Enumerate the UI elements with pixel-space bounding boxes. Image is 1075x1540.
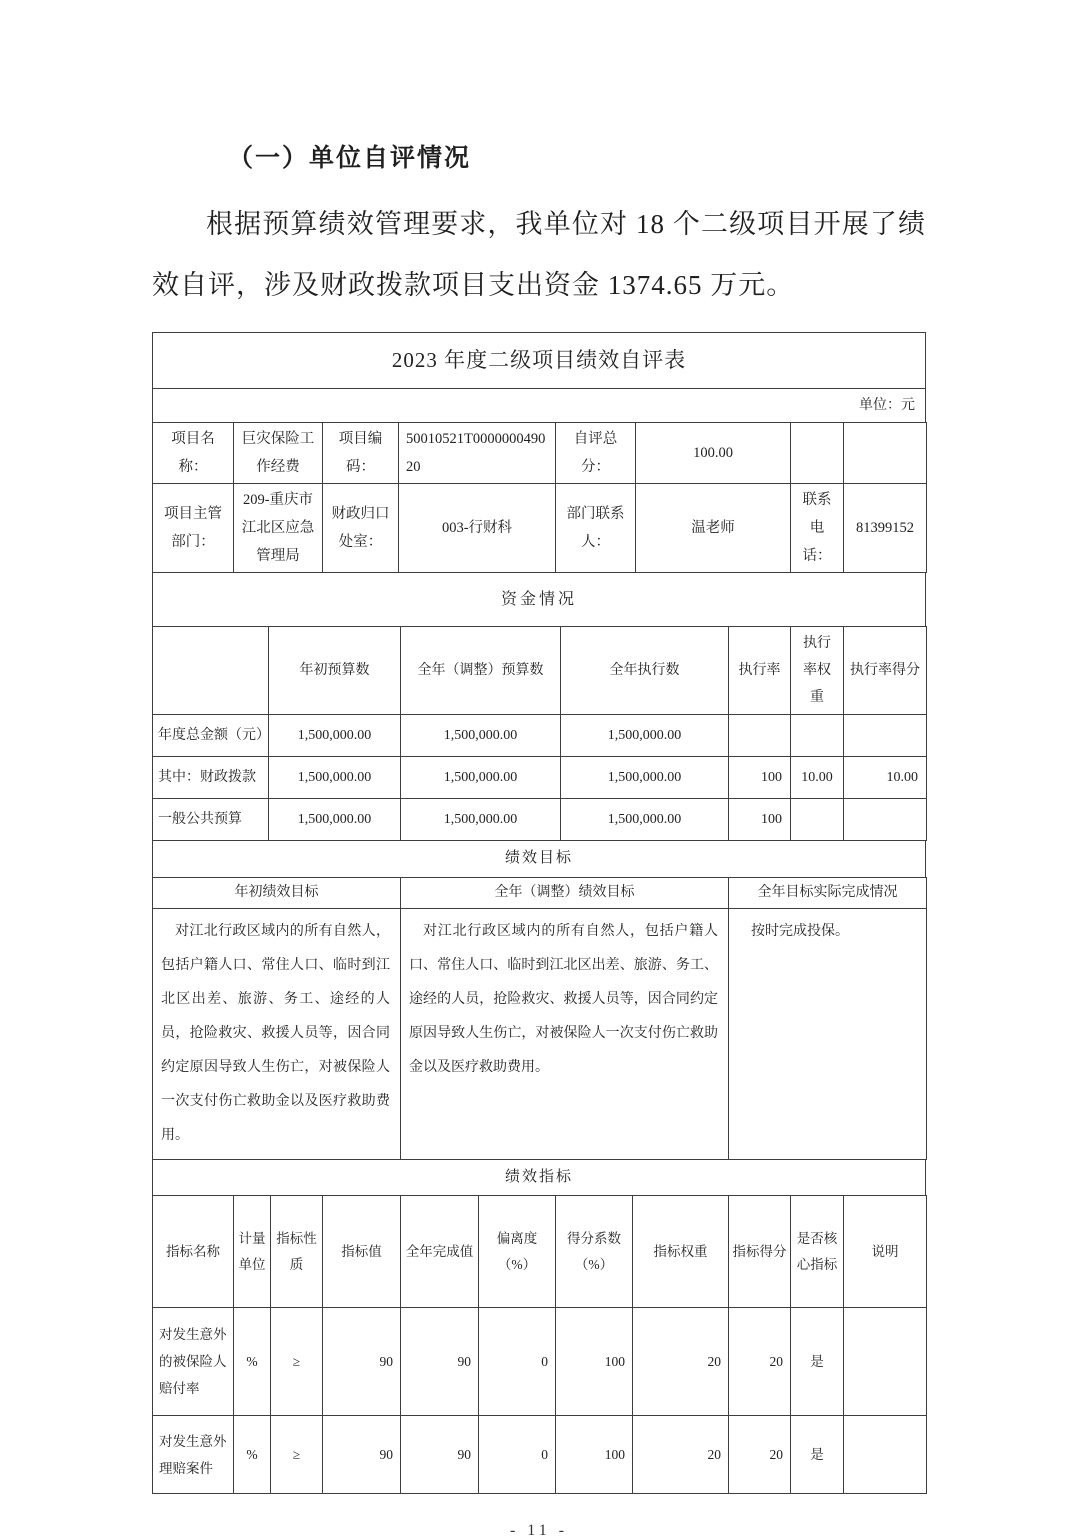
ind-header-completed: 全年完成值 [401, 1196, 479, 1308]
unit-note-row [152, 388, 926, 423]
indicators-header-row [153, 1196, 927, 1308]
ind-header-unit: 计量单位 [234, 1196, 271, 1308]
indicator-deviation: 0 [479, 1416, 556, 1494]
funds-header-executed: 全年执行数 [561, 627, 729, 715]
intro-paragraph: 根据预算绩效管理要求，我单位对 18 个二级项目开展了绩效自评，涉及财政拨款项目支出资金 1374.65 万元。 [152, 209, 926, 300]
funds-header-rate: 执行率 [729, 627, 791, 715]
indicator-completed: 90 [401, 1308, 479, 1416]
execution-rate: 100 [729, 799, 791, 841]
goals-content-row [153, 908, 927, 1159]
actual-completion-text: 按时完成投保。 [729, 908, 927, 1159]
rate-weight [791, 799, 844, 841]
ind-header-name: 指标名称 [153, 1196, 234, 1308]
indicator-row [153, 1416, 927, 1494]
funds-section-title: 资金情况 [153, 573, 926, 627]
ind-header-core: 是否核心指标 [791, 1196, 844, 1308]
funds-section-banner [152, 572, 926, 627]
goals-header-adjusted: 全年（调整）绩效目标 [401, 877, 729, 908]
self-score-value: 100.00 [636, 423, 791, 484]
indicator-coefficient: 100 [556, 1308, 633, 1416]
office-label: 财政归口处室： [323, 484, 399, 573]
funds-header-rate-score: 执行率得分 [844, 627, 927, 715]
adjusted-goal-text: 对江北行政区域内的所有自然人，包括户籍人口、常住人口、临时到江北区出差、旅游、务工、途经的人员，抢险救灾、救援人员等，因合同约定原因导致人生伤亡，对被保险人一次支付伤亡救助金以及医疗救助费用。 [401, 908, 729, 1159]
row-label: 一般公共预算 [153, 799, 269, 841]
indicator-name: 对发生意外的被保险人赔付率 [153, 1308, 234, 1416]
self-score-label: 自评总分： [556, 423, 636, 484]
indicator-core: 是 [791, 1416, 844, 1494]
rate-score [844, 715, 927, 757]
rate-weight [791, 715, 844, 757]
ind-header-weight: 指标权重 [633, 1196, 729, 1308]
dept-label: 项目主管部门： [153, 484, 234, 573]
indicators-section-title: 绩效指标 [153, 1159, 926, 1196]
indicator-name: 对发生意外理赔案件 [153, 1416, 234, 1494]
table-row [153, 573, 926, 627]
rate-weight: 10.00 [791, 757, 844, 799]
row-label: 其中：财政拨款 [153, 757, 269, 799]
contact-value: 温老师 [636, 484, 791, 573]
ind-header-score: 指标得分 [729, 1196, 791, 1308]
indicator-deviation: 0 [479, 1308, 556, 1416]
initial-budget: 1,500,000.00 [269, 757, 401, 799]
funds-header-initial: 年初预算数 [269, 627, 401, 715]
indicators-section-banner [152, 1159, 926, 1197]
funds-row-public-budget [153, 799, 927, 841]
indicator-note [844, 1308, 927, 1416]
indicator-score: 20 [729, 1308, 791, 1416]
funds-header-row [153, 627, 927, 715]
executed-amount: 1,500,000.00 [561, 799, 729, 841]
execution-rate: 100 [729, 757, 791, 799]
rate-score [844, 799, 927, 841]
funds-table [152, 626, 927, 841]
page-number: - 11 - [509, 1522, 569, 1540]
funds-header-rate-weight: 执行率权重 [791, 627, 844, 715]
row-label: 年度总金额（元） [153, 715, 269, 757]
ind-header-note: 说明 [844, 1196, 927, 1308]
ind-header-nature: 指标性质 [271, 1196, 323, 1308]
funds-row-total [153, 715, 927, 757]
indicator-coefficient: 100 [556, 1416, 633, 1494]
empty-cell [791, 423, 844, 484]
goals-section-title: 绩效目标 [153, 841, 926, 878]
unit-note: 单位：元 [153, 389, 926, 423]
rate-score: 10.00 [844, 757, 927, 799]
indicators-table [152, 1195, 927, 1494]
initial-goal-text: 对江北行政区域内的所有自然人，包括户籍人口、常住人口、临时到江北区出差、旅游、务工、途经的人员，抢险救灾、救援人员等，因合同约定原因导致人生伤亡，对被保险人一次支付伤亡救助金以及医疗救助费用。 [153, 908, 401, 1159]
table-row [153, 841, 926, 878]
indicator-target: 90 [323, 1416, 401, 1494]
executed-amount: 1,500,000.00 [561, 757, 729, 799]
goals-header-actual: 全年目标实际完成情况 [729, 877, 927, 908]
project-code-label: 项目编码： [323, 423, 399, 484]
adjusted-budget: 1,500,000.00 [401, 799, 561, 841]
table-row [153, 389, 926, 423]
initial-budget: 1,500,000.00 [269, 715, 401, 757]
indicator-weight: 20 [633, 1416, 729, 1494]
indicator-score: 20 [729, 1416, 791, 1494]
indicator-row [153, 1308, 927, 1416]
goals-header-row [153, 877, 927, 908]
project-info-table [152, 422, 927, 573]
indicator-nature: ≥ [271, 1416, 323, 1494]
phone-label: 联系电话： [791, 484, 844, 573]
table-title-row [152, 332, 926, 389]
table-title: 2023 年度二级项目绩效自评表 [153, 333, 926, 389]
office-value: 003-行财科 [399, 484, 556, 573]
indicator-weight: 20 [633, 1308, 729, 1416]
indicator-target: 90 [323, 1308, 401, 1416]
self-evaluation-table [152, 332, 926, 1494]
goals-section-banner [152, 840, 926, 878]
empty-cell [844, 423, 927, 484]
phone-value: 81399152 [844, 484, 927, 573]
funds-header-adjusted: 全年（调整）预算数 [401, 627, 561, 715]
goals-table [152, 877, 927, 1160]
funds-row-fiscal [153, 757, 927, 799]
indicator-completed: 90 [401, 1416, 479, 1494]
indicator-nature: ≥ [271, 1308, 323, 1416]
table-row [153, 423, 927, 484]
table-row [153, 333, 926, 389]
empty-cell [153, 627, 269, 715]
indicator-unit: % [234, 1416, 271, 1494]
goals-header-initial: 年初绩效目标 [153, 877, 401, 908]
project-code-value: 50010521T000000049020 [399, 423, 556, 484]
ind-header-coefficient: 得分系数（%） [556, 1196, 633, 1308]
adjusted-budget: 1,500,000.00 [401, 757, 561, 799]
executed-amount: 1,500,000.00 [561, 715, 729, 757]
ind-header-deviation: 偏离度（%） [479, 1196, 556, 1308]
initial-budget: 1,500,000.00 [269, 799, 401, 841]
project-name-value: 巨灾保险工作经费 [234, 423, 323, 484]
indicator-note [844, 1416, 927, 1494]
contact-label: 部门联系人： [556, 484, 636, 573]
ind-header-target: 指标值 [323, 1196, 401, 1308]
adjusted-budget: 1,500,000.00 [401, 715, 561, 757]
table-row [153, 484, 927, 573]
section-heading: （一）单位自评情况 [228, 145, 472, 172]
execution-rate [729, 715, 791, 757]
indicator-core: 是 [791, 1308, 844, 1416]
dept-value: 209-重庆市江北区应急管理局 [234, 484, 323, 573]
table-row [153, 1159, 926, 1196]
project-name-label: 项目名称： [153, 423, 234, 484]
indicator-unit: % [234, 1308, 271, 1416]
